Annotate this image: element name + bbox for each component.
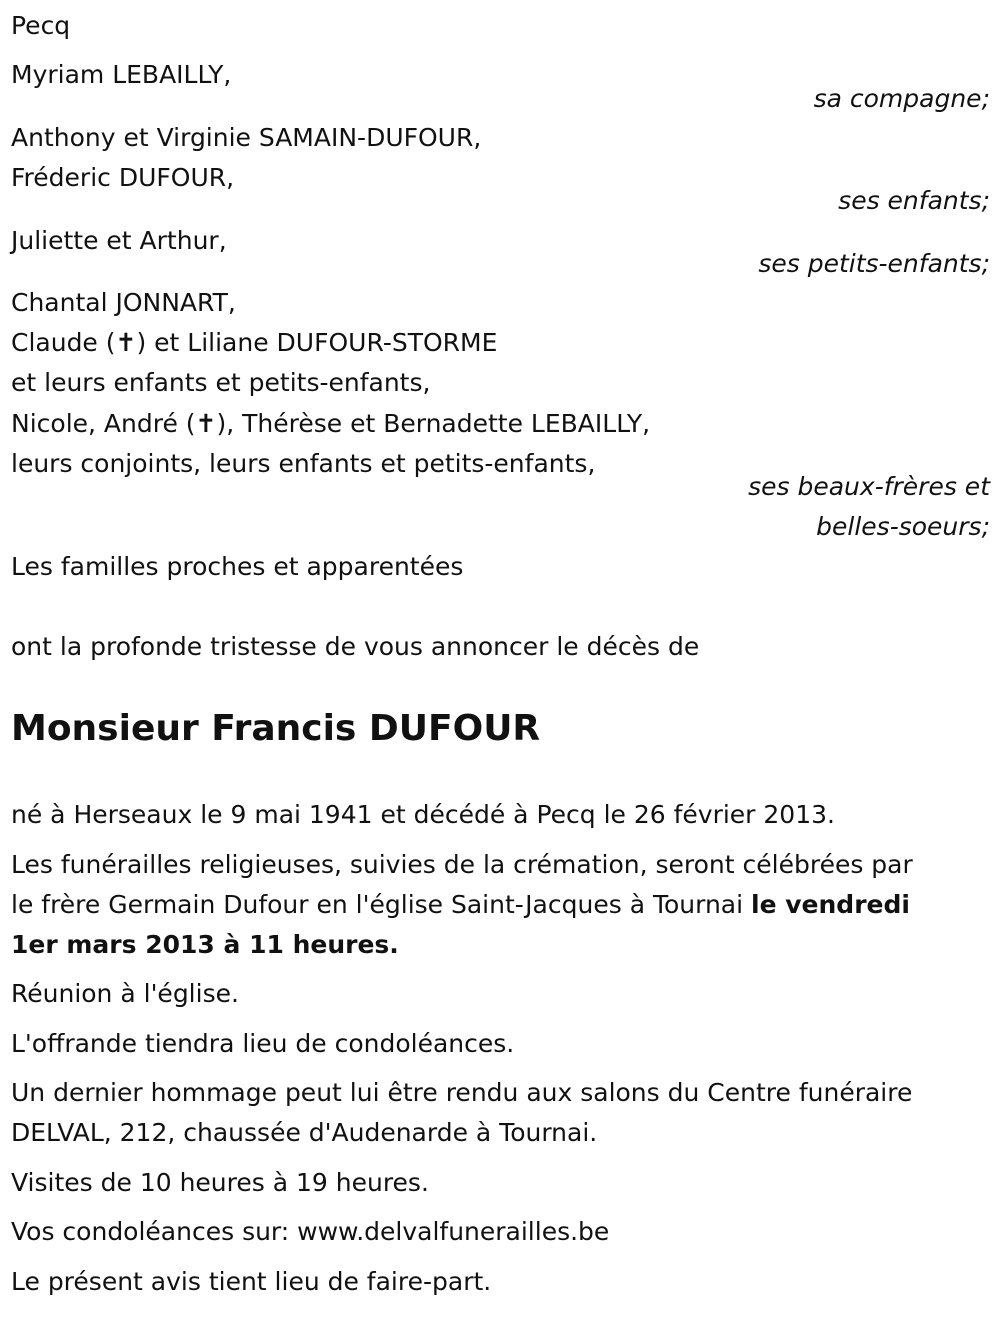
- funeral-line-3: [11, 930, 399, 960]
- condolences-line: Vos condoléances sur: www.delvalfunerailles.be: [11, 1217, 610, 1246]
- tribute-line-2: DELVAL, 212, chaussée d'Audenarde à Tournai.: [11, 1118, 598, 1147]
- birth-death-line: né à Herseaux le 9 mai 1941 et décédé à Pecq le 26 février 2013.: [11, 800, 835, 829]
- in-laws-line-4: Nicole, André (✝), Thérèse et Bernadette LEBAILLY,: [11, 409, 651, 438]
- deceased-name: Monsieur Francis DUFOUR: [11, 708, 541, 749]
- partner-role: sa compagne;: [813, 84, 990, 113]
- meeting-line: Réunion à l'église.: [11, 979, 239, 1008]
- relatives-line: Les familles proches et apparentées: [11, 552, 464, 581]
- funeral-date-part-2: 1er mars 2013 à 11 heures.: [11, 930, 399, 959]
- children-role: ses enfants;: [838, 186, 990, 215]
- funeral-line-2: [11, 890, 910, 920]
- children-line-2: Fréderic DUFOUR,: [11, 163, 235, 192]
- in-laws-line-3: et leurs enfants et petits-enfants,: [11, 368, 431, 397]
- visits-line: Visites de 10 heures à 19 heures.: [11, 1168, 429, 1197]
- partner-name: Myriam LEBAILLY,: [11, 60, 232, 89]
- children-line-1: Anthony et Virginie SAMAIN-DUFOUR,: [11, 123, 482, 152]
- in-laws-line-2: Claude (✝) et Liliane DUFOUR-STORME: [11, 328, 498, 357]
- funeral-line-1: Les funérailles religieuses, suivies de la crémation, seront célébrées par: [11, 850, 913, 879]
- funeral-line-2-text: le frère Germain Dufour en l'église Saint-Jacques à Tournai: [11, 890, 752, 919]
- offering-line: L'offrande tiendra lieu de condoléances.: [11, 1029, 515, 1058]
- notice-line: Le présent avis tient lieu de faire-part.: [11, 1267, 492, 1296]
- grandchildren-names: Juliette et Arthur,: [11, 226, 227, 255]
- in-laws-role-line-2: belles-soeurs;: [816, 512, 990, 541]
- in-laws-role-line-1: ses beaux-frères et: [748, 472, 990, 501]
- tribute-line-1: Un dernier hommage peut lui être rendu aux salons du Centre funéraire: [11, 1078, 913, 1107]
- location: Pecq: [11, 11, 71, 40]
- in-laws-line-1: Chantal JONNART,: [11, 288, 236, 317]
- in-laws-line-5: leurs conjoints, leurs enfants et petits-enfants,: [11, 449, 596, 478]
- grandchildren-role: ses petits-enfants;: [758, 249, 990, 278]
- funeral-date-part-1: le vendredi: [751, 890, 910, 919]
- announcement-intro: ont la profonde tristesse de vous annoncer le décès de: [11, 632, 700, 661]
